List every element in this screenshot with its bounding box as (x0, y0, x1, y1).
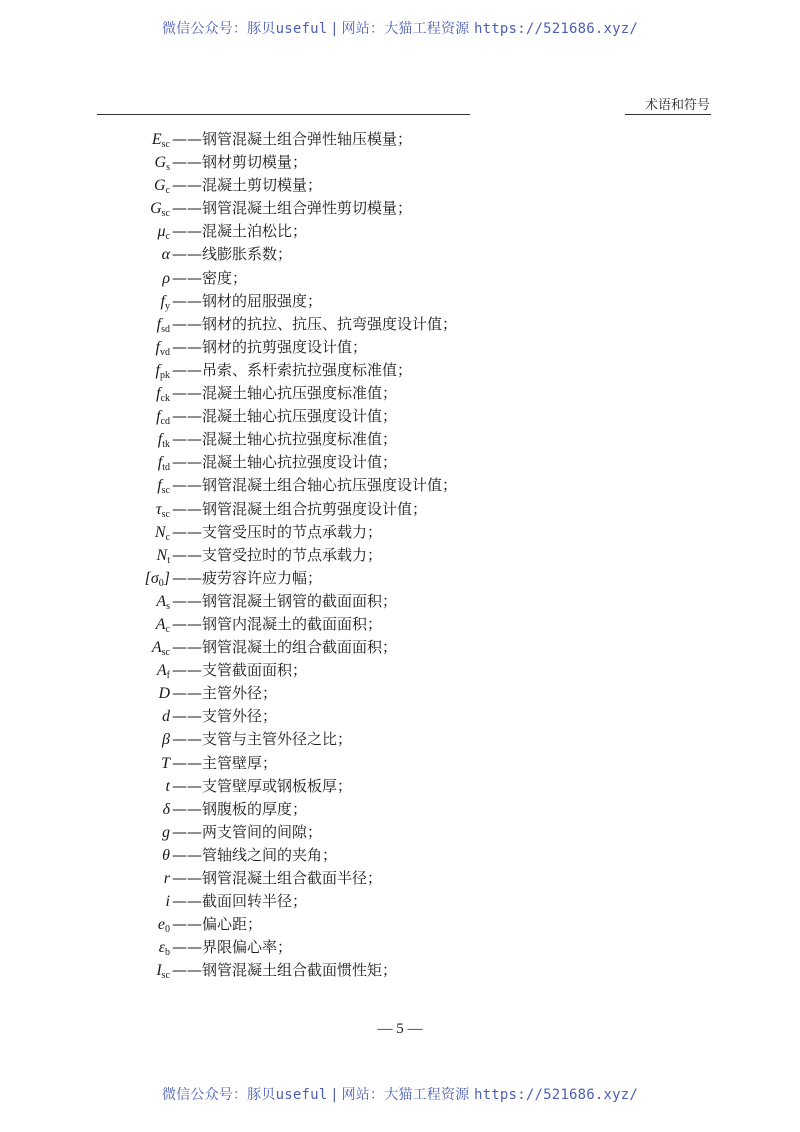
symbol (162, 728, 170, 751)
symbol-description: ——吊索、系杆索抗拉强度标准值； (172, 360, 413, 379)
symbol-entry (0, 752, 800, 775)
watermark-separator: | (327, 1087, 342, 1103)
symbol-description: ——支管截面面积； (172, 661, 308, 680)
symbol-bracket-close: ] (163, 569, 170, 587)
symbol (158, 451, 170, 474)
symbol-entry (0, 451, 800, 474)
symbol-description: ——混凝土泊松比； (172, 222, 308, 241)
symbol-letter: τ (155, 500, 162, 518)
symbol-letter: f (157, 431, 163, 449)
symbol (158, 913, 170, 936)
symbol-entry (0, 336, 800, 359)
symbol-subscript: c (165, 185, 170, 197)
symbol-entry (0, 775, 800, 798)
symbol-subscript: s (166, 600, 170, 612)
symbol-subscript: c (165, 623, 170, 635)
symbol-subscript: 0 (165, 924, 170, 936)
symbol-subscript: c (165, 531, 170, 543)
symbol (162, 267, 170, 290)
symbol (162, 821, 170, 844)
symbol-entry (0, 128, 800, 151)
symbol-entry (0, 243, 800, 266)
symbol-entry (0, 313, 800, 336)
symbol-subscript: vd (160, 346, 170, 358)
symbol-entry (0, 267, 800, 290)
symbol (158, 428, 170, 451)
symbol-letter: α (161, 246, 170, 264)
symbol-description: ——混凝土轴心抗压强度设计值； (172, 407, 398, 426)
symbol-entry (0, 844, 800, 867)
symbol (154, 174, 170, 197)
page-number: — 5 — (377, 1021, 423, 1037)
symbol-description: ——钢材剪切模量； (172, 153, 308, 172)
symbol-entry (0, 590, 800, 613)
symbol (156, 590, 170, 613)
symbol-description: ——管轴线之间的夹角； (172, 845, 338, 864)
symbol-subscript: tk (162, 439, 170, 451)
symbol-letter: ρ (162, 269, 170, 287)
symbol (157, 474, 170, 497)
symbol-subscript: c (165, 231, 170, 243)
symbol-letter: E (151, 131, 162, 148)
symbol-description: ——钢管混凝土的组合截面面积； (172, 638, 398, 657)
symbol-description: ——钢管混凝土组合弹性轴压模量； (172, 130, 413, 148)
symbol (158, 220, 170, 243)
symbol-description: ——偏心距； (172, 915, 263, 934)
symbol-description: ——钢管混凝土组合轴心抗压强度设计值； (172, 476, 458, 495)
symbol-letter: N (156, 546, 168, 564)
symbol (157, 313, 170, 336)
symbol-description: ——混凝土轴心抗拉强度设计值； (172, 453, 398, 472)
symbol-letter: A (151, 639, 162, 657)
symbol-entry (0, 959, 800, 982)
symbol-entry (0, 890, 800, 913)
symbol-letter: d (162, 708, 170, 726)
symbol-description: ——钢管混凝土组合截面惯性矩； (172, 961, 398, 980)
symbol-subscript: 0 (158, 577, 164, 589)
symbol-letter: G (150, 200, 162, 218)
symbol-description: ——疲劳容许应力幅； (172, 568, 323, 587)
symbol-letter: f (157, 454, 163, 472)
symbol (156, 498, 170, 521)
symbol (161, 752, 170, 775)
symbol (156, 359, 170, 382)
symbol-entry (0, 151, 800, 174)
symbol (150, 197, 170, 220)
symbol-entry (0, 682, 800, 705)
watermark-site-label: 网站：大猫工程资源 (341, 1087, 475, 1103)
symbol-subscript: sc (161, 485, 170, 497)
symbol-description: ——线膨胀系数； (172, 245, 293, 264)
symbol-entry (0, 613, 800, 636)
symbol-entry (0, 936, 800, 959)
symbol-subscript: t (167, 554, 170, 566)
symbol-description: ——钢管内混凝土的截面面积； (172, 614, 383, 633)
symbol (156, 382, 170, 405)
symbol-description: ——钢管混凝土钢管的截面面积； (172, 591, 398, 610)
symbol-letter: θ (162, 846, 170, 864)
symbol (156, 336, 170, 359)
symbol-subscript: sc (161, 508, 170, 520)
symbol-list (0, 128, 800, 982)
symbol-letter: D (158, 685, 170, 703)
symbol-entry (0, 728, 800, 751)
watermark-prefix-mono: useful (275, 1087, 328, 1103)
symbol-description: ——主管外径； (172, 684, 278, 703)
symbol-letter: g (162, 823, 170, 841)
symbol (156, 959, 170, 982)
symbol (159, 936, 170, 959)
symbol-subscript: td (162, 462, 170, 474)
symbol-entry (0, 382, 800, 405)
symbol-entry (0, 798, 800, 821)
symbol-subscript: pk (160, 369, 170, 381)
watermark-prefix-mono: useful (275, 21, 328, 37)
symbol-description: ——钢材的抗拉、抗压、抗弯强度设计值； (172, 314, 458, 333)
symbol-description: ——钢材的抗剪强度设计值； (172, 337, 368, 356)
symbol-description: ——钢管混凝土组合抗剪强度设计值； (172, 499, 428, 518)
symbol-letter: e (157, 916, 165, 934)
symbol-description: ——界限偏心率； (172, 938, 293, 957)
symbol-entry (0, 636, 800, 659)
symbol-subscript: sc (161, 970, 170, 982)
symbol-entry (0, 220, 800, 243)
header-rule-right (625, 114, 711, 115)
symbol-description: ——两支管间的间隙； (172, 822, 323, 841)
symbol-letter: ε (158, 939, 165, 957)
symbol-letter: A (155, 615, 166, 633)
symbol-entry (0, 290, 800, 313)
symbol-letter: [σ (144, 569, 159, 587)
symbol (166, 890, 170, 913)
symbol (152, 128, 170, 151)
symbol-subscript: b (165, 947, 170, 959)
symbol-letter: I (156, 962, 162, 980)
symbol (156, 405, 170, 428)
symbol-letter: i (165, 893, 170, 911)
symbol-entry (0, 521, 800, 544)
symbol-entry (0, 474, 800, 497)
symbol-description: ——密度； (172, 268, 248, 287)
symbol-subscript: f (166, 670, 170, 682)
symbol-letter: μ (157, 223, 166, 241)
header-rule-left (97, 114, 470, 115)
symbol-letter: A (156, 662, 167, 680)
symbol (164, 867, 170, 890)
symbol-description: ——支管受压时的节点承载力； (172, 522, 383, 541)
symbol-entry (0, 567, 800, 590)
symbol-letter: T (161, 754, 170, 772)
symbol-description: ——钢管混凝土组合弹性剪切模量； (172, 199, 413, 218)
symbol (145, 567, 170, 590)
symbol-entry (0, 174, 800, 197)
symbol (162, 243, 170, 266)
symbol-entry (0, 544, 800, 567)
symbol (157, 659, 170, 682)
symbol-description: ——钢材的屈服强度； (172, 291, 323, 310)
symbol-entry (0, 197, 800, 220)
symbol-subscript: sd (161, 323, 170, 335)
symbol-entry (0, 867, 800, 890)
symbol (163, 798, 170, 821)
top-watermark (0, 18, 800, 38)
bottom-watermark (0, 1084, 800, 1104)
symbol-subscript: ck (160, 393, 170, 405)
watermark-url[interactable]: https://521686.xyz/ (474, 1087, 638, 1103)
symbol-letter: N (154, 523, 166, 541)
symbol (157, 544, 170, 567)
symbol-description: ——钢腹板的厚度； (172, 799, 308, 818)
symbol-letter: r (163, 870, 170, 887)
symbol (155, 151, 170, 174)
symbol-description: ——支管受拉时的节点承载力； (172, 545, 383, 564)
symbol-letter: δ (162, 800, 170, 818)
symbol-entry (0, 913, 800, 936)
symbol-letter: f (156, 385, 161, 403)
symbol-entry (0, 821, 800, 844)
symbol (166, 775, 170, 798)
symbol-letter: G (154, 154, 167, 172)
symbol (158, 682, 170, 705)
symbol-description: ——支管与主管外径之比； (172, 730, 353, 749)
symbol (156, 613, 170, 636)
symbol-letter: f (160, 292, 165, 310)
symbol-letter: f (155, 338, 160, 356)
symbol-subscript: sc (161, 647, 170, 659)
symbol-entry (0, 498, 800, 521)
symbol-description: ——混凝土轴心抗压强度标准值； (172, 384, 398, 403)
symbol-letter: f (156, 315, 162, 333)
symbol-entry (0, 405, 800, 428)
symbol-letter: β (162, 731, 170, 749)
symbol-subscript: sc (161, 208, 170, 220)
symbol (161, 290, 170, 313)
symbol (162, 705, 170, 728)
watermark-prefix: 微信公众号：豚贝 (161, 21, 276, 37)
symbol-letter: t (165, 777, 170, 795)
symbol-letter: f (157, 477, 162, 495)
symbol-description: ——截面回转半径； (172, 892, 308, 911)
symbol-description: ——支管壁厚或钢板板厚； (172, 776, 353, 795)
symbol-letter: f (156, 408, 161, 426)
symbol-subscript: s (166, 162, 170, 174)
watermark-separator: | (327, 21, 342, 37)
running-header-title: 术语和符号 (644, 98, 710, 113)
symbol-subscript: sc (161, 139, 170, 150)
symbol-letter: f (155, 361, 160, 379)
watermark-prefix: 微信公众号：豚贝 (161, 1087, 276, 1103)
symbol (152, 636, 170, 659)
symbol-letter: A (156, 592, 167, 610)
symbol (155, 521, 170, 544)
symbol-description: ——主管壁厚； (172, 753, 278, 772)
symbol-description: ——支管外径； (172, 707, 278, 726)
symbol-description: ——钢管混凝土组合截面半径； (172, 869, 383, 887)
symbol-subscript: y (165, 300, 170, 312)
symbol-entry (0, 428, 800, 451)
watermark-url[interactable]: https://521686.xyz/ (474, 21, 638, 37)
symbol-description: ——混凝土轴心抗拉强度标准值； (172, 430, 398, 449)
symbol (162, 844, 170, 867)
symbol-entry (0, 659, 800, 682)
symbol-entry (0, 705, 800, 728)
symbol-letter: G (153, 177, 166, 195)
symbol-description: ——混凝土剪切模量； (172, 176, 323, 195)
symbol-entry (0, 359, 800, 382)
watermark-site-label: 网站：大猫工程资源 (341, 21, 475, 37)
symbol-subscript: cd (160, 416, 170, 428)
